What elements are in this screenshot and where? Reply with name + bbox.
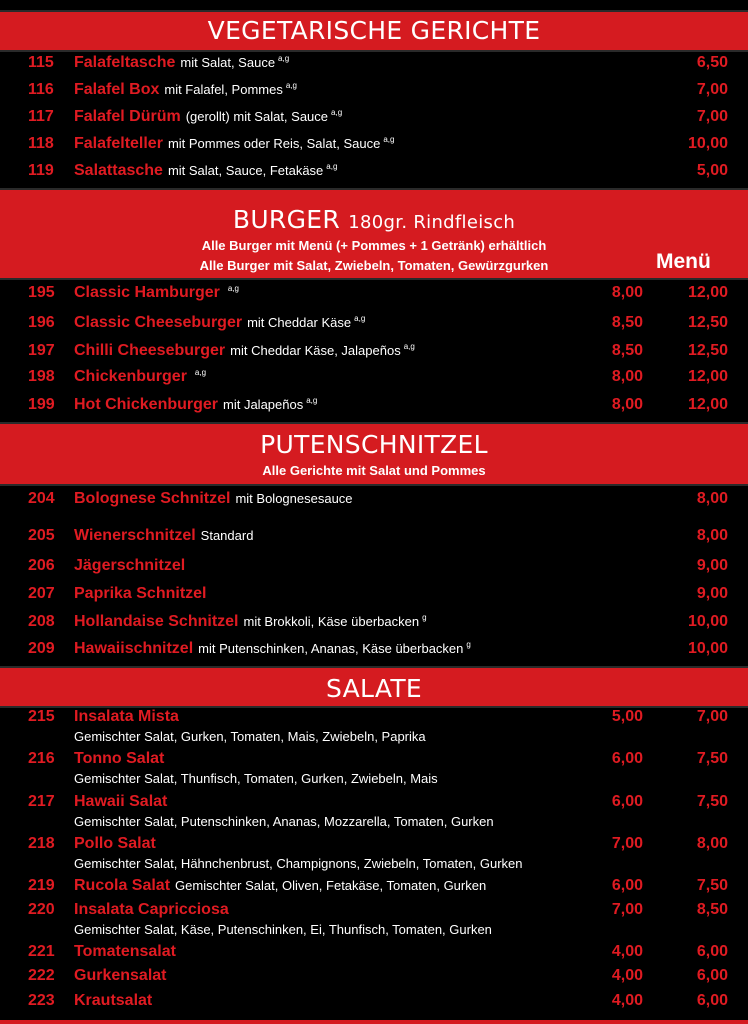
item-number: 196 <box>28 314 55 331</box>
item-name-line <box>74 314 365 332</box>
item-number: 207 <box>28 585 55 602</box>
price-small: 4,00 <box>611 992 643 1009</box>
bottom-divider <box>0 1020 748 1024</box>
item-name-line <box>74 527 256 545</box>
price-large: 7,50 <box>696 877 728 894</box>
section-subtitle: Alle Gerichte mit Salat und Pommes <box>262 463 486 478</box>
allergen-note: a,g <box>227 284 239 293</box>
allergen-note: a,g <box>403 342 415 351</box>
item-number: 221 <box>28 943 55 960</box>
price-small: 7,00 <box>611 901 643 918</box>
price-small: 6,00 <box>611 750 643 767</box>
price-large: 8,00 <box>696 835 728 852</box>
item-number: 223 <box>28 992 55 1009</box>
allergen-note: a,g <box>383 135 395 144</box>
section-subtitle: Alle Burger mit Menü (+ Pommes + 1 Getränk) erhältlich <box>201 238 547 253</box>
item-name-line <box>74 108 342 126</box>
menu-row <box>0 490 748 514</box>
menu-price: 12,00 <box>687 368 728 385</box>
price: 10,00 <box>687 135 728 152</box>
item-number: 209 <box>28 640 55 657</box>
item-number: 205 <box>28 527 55 544</box>
dish-description: mit Falafel, Pommes <box>164 82 283 97</box>
item-name-line <box>74 396 317 414</box>
item-name-line <box>74 943 176 961</box>
dish-description: Gemischter Salat, Thunfisch, Tomaten, Gurken, Zwiebeln, Mais <box>74 771 438 786</box>
price-large: 6,00 <box>696 992 728 1009</box>
dish-description: Gemischter Salat, Hähnchenbrust, Champignons, Zwiebeln, Tomaten, Gurken <box>74 856 523 871</box>
price: 10,00 <box>687 640 728 657</box>
price: 8,00 <box>611 396 643 413</box>
price-small: 5,00 <box>611 708 643 725</box>
item-number: 199 <box>28 396 55 413</box>
dish-name: Falafel Box <box>74 81 160 98</box>
item-name-line <box>74 135 394 153</box>
item-number: 215 <box>28 708 55 725</box>
menu-row <box>0 396 748 420</box>
price: 8,50 <box>611 314 643 331</box>
price: 7,00 <box>696 81 728 98</box>
dish-name: Hot Chickenburger <box>74 396 219 413</box>
allergen-note: a,g <box>194 368 207 377</box>
item-number: 208 <box>28 613 55 630</box>
menu-price: 12,00 <box>687 396 728 413</box>
item-name-line <box>74 708 179 726</box>
menu-price: 12,00 <box>687 284 728 301</box>
dish-name: Paprika Schnitzel <box>74 585 207 602</box>
item-name-line <box>74 54 289 72</box>
menu-row <box>0 108 748 132</box>
dish-description: Gemischter Salat, Putenschinken, Ananas, Mozzarella, Tomaten, Gurken <box>74 814 494 829</box>
price: 8,00 <box>696 527 728 544</box>
item-name-line <box>74 613 427 631</box>
item-number: 117 <box>28 108 54 125</box>
price: 6,50 <box>696 54 728 71</box>
section-title-salads: SALATE <box>326 674 422 703</box>
item-name-line <box>74 81 297 99</box>
menu-row <box>0 54 748 78</box>
menu-price: 12,50 <box>687 314 728 331</box>
item-name-line <box>74 342 415 360</box>
item-number: 216 <box>28 750 55 767</box>
item-name-line <box>74 585 215 603</box>
dish-name: Hawaiischnitzel <box>74 640 194 657</box>
price-large: 8,50 <box>696 901 728 918</box>
allergen-note: g <box>422 613 427 622</box>
item-name-line <box>74 368 206 386</box>
section-title-schnitzel: PUTENSCHNITZEL <box>260 430 488 459</box>
price: 9,00 <box>696 585 728 602</box>
menu-row <box>0 992 748 1016</box>
dish-description: mit Cheddar Käse <box>247 315 352 330</box>
item-name-line <box>74 901 229 919</box>
item-name-line <box>74 877 486 895</box>
menu-row <box>0 368 748 392</box>
allergen-note: a,g <box>285 81 297 90</box>
price-small: 4,00 <box>611 967 643 984</box>
price-small: 6,00 <box>611 793 643 810</box>
dish-description: mit Salat, Sauce <box>180 55 276 70</box>
price: 10,00 <box>687 613 728 630</box>
dish-name: Hawaii Salat <box>74 793 168 810</box>
price-small: 6,00 <box>611 877 643 894</box>
allergen-note: a,g <box>331 108 343 117</box>
item-name-line <box>74 162 337 180</box>
dish-name: Falafelteller <box>74 135 163 152</box>
burger-title: BURGER <box>232 205 341 234</box>
price: 8,00 <box>696 490 728 507</box>
item-name-line <box>74 284 239 302</box>
item-name-line <box>74 992 152 1010</box>
item-number: 116 <box>28 81 54 98</box>
dish-description: mit Putenschinken, Ananas, Käse überbacken <box>198 641 464 656</box>
item-name-line <box>74 793 167 811</box>
dish-name: Insalata Mista <box>74 708 179 725</box>
dish-name: Bolognese Schnitzel <box>74 490 231 507</box>
price: 9,00 <box>696 557 728 574</box>
price-large: 7,00 <box>696 708 728 725</box>
dish-description: mit Jalapeños <box>223 397 304 412</box>
dish-description: mit Cheddar Käse, Jalapeños <box>230 343 401 358</box>
dish-name: Chickenburger <box>74 368 187 385</box>
allergen-note: a,g <box>354 314 366 323</box>
menu-row <box>0 613 748 637</box>
menu-row <box>0 135 748 159</box>
dish-description: Standard <box>200 528 254 543</box>
menu-column-header: Menü <box>656 250 711 273</box>
dish-name: Classic Cheeseburger <box>74 314 243 331</box>
allergen-note: a,g <box>306 396 318 405</box>
menu-row <box>0 557 748 581</box>
section-title-burger <box>0 205 748 234</box>
dish-name: Falafeltasche <box>74 54 176 71</box>
item-number: 118 <box>28 135 54 152</box>
dish-name: Wienerschnitzel <box>74 527 196 544</box>
dish-description: mit Brokkoli, Käse überbacken <box>243 614 420 629</box>
dish-description: mit Salat, Sauce, Fetakäse <box>167 163 324 178</box>
allergen-note: a,g <box>278 54 290 63</box>
dish-description: (gerollt) mit Salat, Sauce <box>185 109 329 124</box>
item-name-line <box>74 557 193 575</box>
price: 8,00 <box>611 284 643 301</box>
price: 8,50 <box>611 342 643 359</box>
item-number: 197 <box>28 342 55 359</box>
menu-row <box>0 640 748 664</box>
menu-row <box>0 81 748 105</box>
menu-row <box>0 877 748 901</box>
price-large: 6,00 <box>696 967 728 984</box>
menu-row <box>0 967 748 991</box>
dish-description: mit Bolognesesauce <box>235 491 353 506</box>
dish-name: Jägerschnitzel <box>74 557 186 574</box>
section-title-vegetarian: VEGETARISCHE GERICHTE <box>207 16 541 45</box>
dish-name: Insalata Capricciosa <box>74 901 229 918</box>
item-name-line <box>74 750 164 768</box>
menu-row <box>0 284 748 308</box>
menu-price: 12,50 <box>687 342 728 359</box>
item-name-line <box>74 490 356 508</box>
price-large: 7,50 <box>696 793 728 810</box>
section-subtitle: Alle Burger mit Salat, Zwiebeln, Tomaten, Gewürzgurken <box>199 258 549 273</box>
item-name-line <box>74 640 471 658</box>
dish-name: Hollandaise Schnitzel <box>74 613 239 630</box>
dish-description: Gemischter Salat, Gurken, Tomaten, Mais, Zwiebeln, Paprika <box>74 729 426 744</box>
dish-name: Chilli Cheeseburger <box>74 342 226 359</box>
item-number: 198 <box>28 368 55 385</box>
dish-description: Gemischter Salat, Käse, Putenschinken, Ei, Thunfisch, Tomaten, Gurken <box>74 922 492 937</box>
menu-row <box>0 943 748 967</box>
price: 8,00 <box>611 368 643 385</box>
dish-name: Krautsalat <box>74 992 153 1009</box>
dish-name: Pollo Salat <box>74 835 156 852</box>
item-name-line <box>74 835 156 853</box>
price-large: 6,00 <box>696 943 728 960</box>
price-small: 7,00 <box>611 835 643 852</box>
item-number: 119 <box>28 162 54 179</box>
item-number: 220 <box>28 901 55 918</box>
item-number: 219 <box>28 877 55 894</box>
menu-row <box>0 162 748 186</box>
dish-name: Salattasche <box>74 162 163 179</box>
price-large: 7,50 <box>696 750 728 767</box>
price: 5,00 <box>696 162 728 179</box>
item-number: 204 <box>28 490 55 507</box>
item-number: 195 <box>28 284 55 301</box>
item-number: 115 <box>28 54 54 71</box>
dish-name: Tomatensalat <box>74 943 176 960</box>
menu-row <box>0 314 748 338</box>
item-number: 222 <box>28 967 55 984</box>
dish-name: Falafel Dürüm <box>74 108 181 125</box>
item-number: 206 <box>28 557 55 574</box>
item-number: 217 <box>28 793 55 810</box>
allergen-note: g <box>466 640 471 649</box>
menu-row <box>0 585 748 609</box>
item-name-line <box>74 967 166 985</box>
dish-name: Rucola Salat <box>74 877 171 894</box>
dish-description: Gemischter Salat, Oliven, Fetakäse, Tomaten, Gurken <box>175 878 487 893</box>
dish-name: Tonno Salat <box>74 750 165 767</box>
dish-name: Classic Hamburger <box>74 284 220 301</box>
burger-title-note: 180gr. Rindfleisch <box>348 212 516 233</box>
menu-row <box>0 342 748 366</box>
dish-name: Gurkensalat <box>74 967 167 984</box>
price-small: 4,00 <box>611 943 643 960</box>
dish-description: mit Pommes oder Reis, Salat, Sauce <box>167 136 381 151</box>
item-number: 218 <box>28 835 55 852</box>
allergen-note: a,g <box>326 162 338 171</box>
menu-row <box>0 527 748 551</box>
price: 7,00 <box>696 108 728 125</box>
